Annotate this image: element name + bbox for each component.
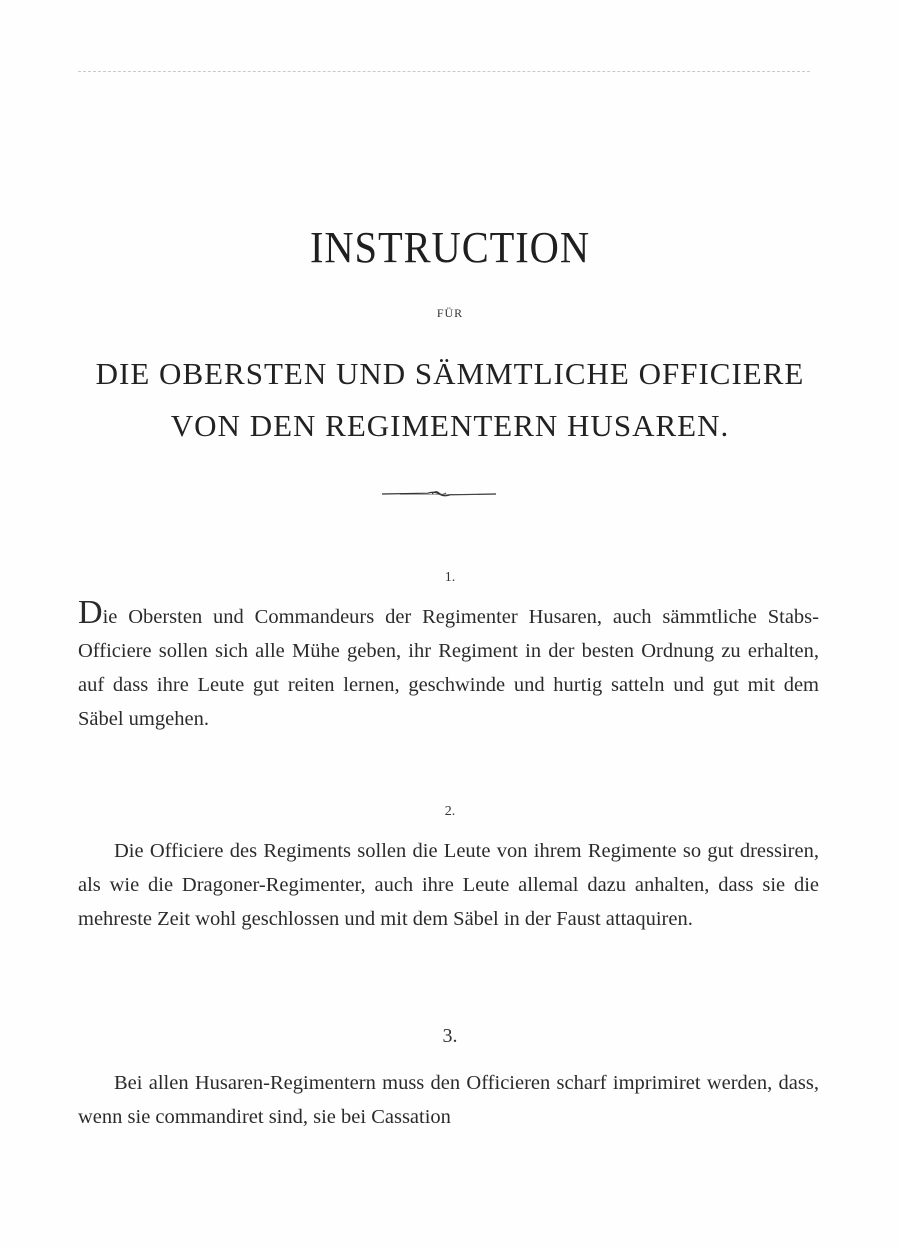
title-connector: FÜR xyxy=(436,306,464,320)
section-number-3: 3. xyxy=(442,1025,458,1047)
section-text-1: ie Obersten und Commandeurs der Regimenter Husaren, auch sämmtliche Stabs-Officiere sollen sich alle Mühe geben, ihr Regiment in der besten Ordnung zu erhalten, auf dass ihre Leute gut reiten lernen, geschwinde und hurtig satteln und gut mit dem Säbel umgehen. xyxy=(78,606,819,730)
subtitle-line-1: DIE OBERSTEN UND SÄMMTLICHE OFFICIERE xyxy=(95,356,805,391)
section-paragraph-2: Die Officiere des Regiments sollen die Leute von ihrem Regimente so gut dressiren, als wie die Dragoner-Regimenter, auch ihre Leute allemal dazu anhalten, dass sie die mehreste Zeit wohl geschlossen und mit dem Säbel in der Faust attaquiren. xyxy=(78,840,819,930)
section-number-2: 2. xyxy=(444,804,456,819)
page-title: INSTRUCTION xyxy=(310,223,590,272)
ornament-divider xyxy=(380,488,498,500)
section-paragraph-1 xyxy=(78,594,819,736)
section-paragraph-3: Bei allen Husaren-Regimentern muss den Officieren scharf imprimiret werden, dass, wenn sie commandiret sind, sie bei Cassation xyxy=(78,1072,819,1128)
subtitle-line-2: VON DEN REGIMENTERN HUSAREN. xyxy=(170,408,730,443)
section-number-1: 1. xyxy=(444,570,456,585)
drop-cap: D xyxy=(78,594,103,631)
top-rule xyxy=(78,71,810,72)
